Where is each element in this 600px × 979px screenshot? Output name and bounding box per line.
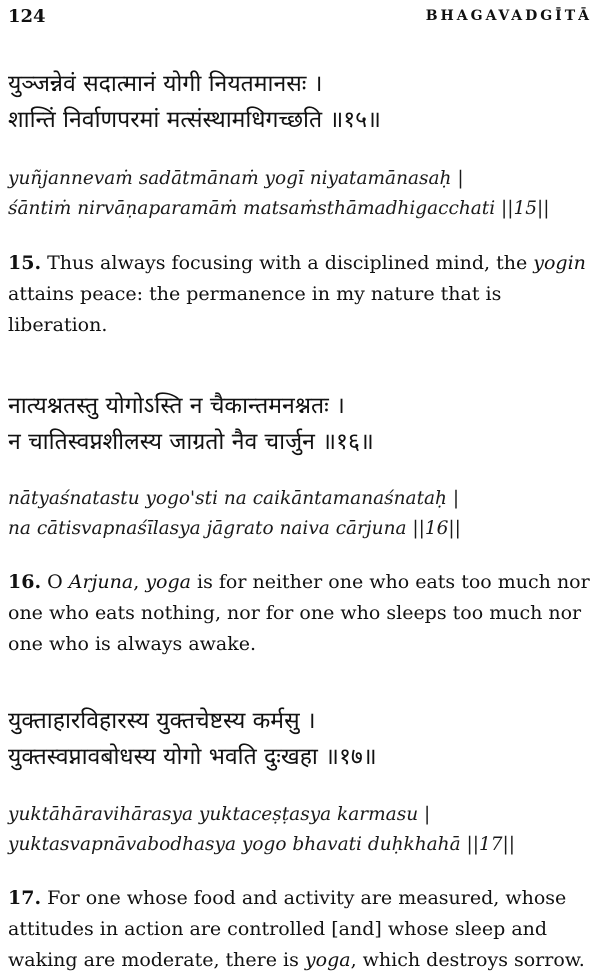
verse-17-sanskrit [8, 703, 593, 775]
sanskrit-line: न चातिस्वप्नशीलस्य जाग्रतो नैव चार्जुन ॥१६॥ [8, 429, 374, 455]
verse-number: 17. [8, 887, 42, 909]
verse-number: 16. [8, 571, 42, 593]
verse-17-transliteration [8, 800, 593, 860]
page-number: 124 [8, 6, 46, 27]
sanskrit-line: शान्तिं निर्वाणपरमां मत्संस्थामधिगच्छति ॥१५॥ [8, 107, 381, 133]
verse-16-translation: 16. O Arjuna, yoga is for neither one who eats too much nor one who eats nothing, nor for one who sleeps too much nor one who is always awake. [8, 571, 590, 655]
transliteration-line: yuñjannevaṁ sadātmānaṁ yogī niyatamānasaḥ | [8, 168, 464, 189]
transliteration-line: yuktāhāravihārasya yuktaceṣṭasya karmasu | [8, 804, 431, 825]
sanskrit-line: युक्तस्वप्नावबोधस्य योगो भवति दुःखहा ॥१७॥ [8, 744, 377, 770]
verse-number: 15. [8, 252, 42, 274]
verse-15-transliteration [8, 164, 593, 224]
verse-16-transliteration [8, 484, 593, 544]
sanskrit-line: युक्ताहारविहारस्य युक्तचेष्टस्य कर्मसु । [8, 708, 316, 734]
transliteration-line: nātyaśnatastu yogo'sti na caikāntamanaśnataḥ | [8, 488, 460, 509]
page-header [0, 0, 600, 36]
running-head: BHAGAVADGĪTĀ [425, 8, 592, 24]
verse-15-sanskrit [8, 66, 593, 138]
transliteration-line: yuktasvapnāvabodhasya yogo bhavati duḥkhahā ||17|| [8, 834, 515, 855]
transliteration-line: na cātisvapnaśīlasya jāgrato naiva cārjuna ||16|| [8, 518, 461, 539]
verse-15-translation: 15. Thus always focusing with a disciplined mind, the yogin attains peace: the permanence in my nature that is liberation. [8, 252, 586, 336]
sanskrit-line: युञ्जन्नेवं सदात्मानं योगी नियतमानसः । [8, 71, 323, 97]
transliteration-line: śāntiṁ nirvāṇaparamāṁ matsaṁsthāmadhigacchati ||15|| [8, 198, 550, 219]
verse-16-sanskrit [8, 388, 593, 460]
sanskrit-line: नात्यश्नतस्तु योगोऽस्ति न चैकान्तमनश्नतः । [8, 393, 345, 419]
verse-17-translation: 17. For one whose food and activity are measured, whose attitudes in action are controlled [and] whose sleep and waking are moderate, there is yoga, which destroys sorrow. [8, 887, 585, 971]
